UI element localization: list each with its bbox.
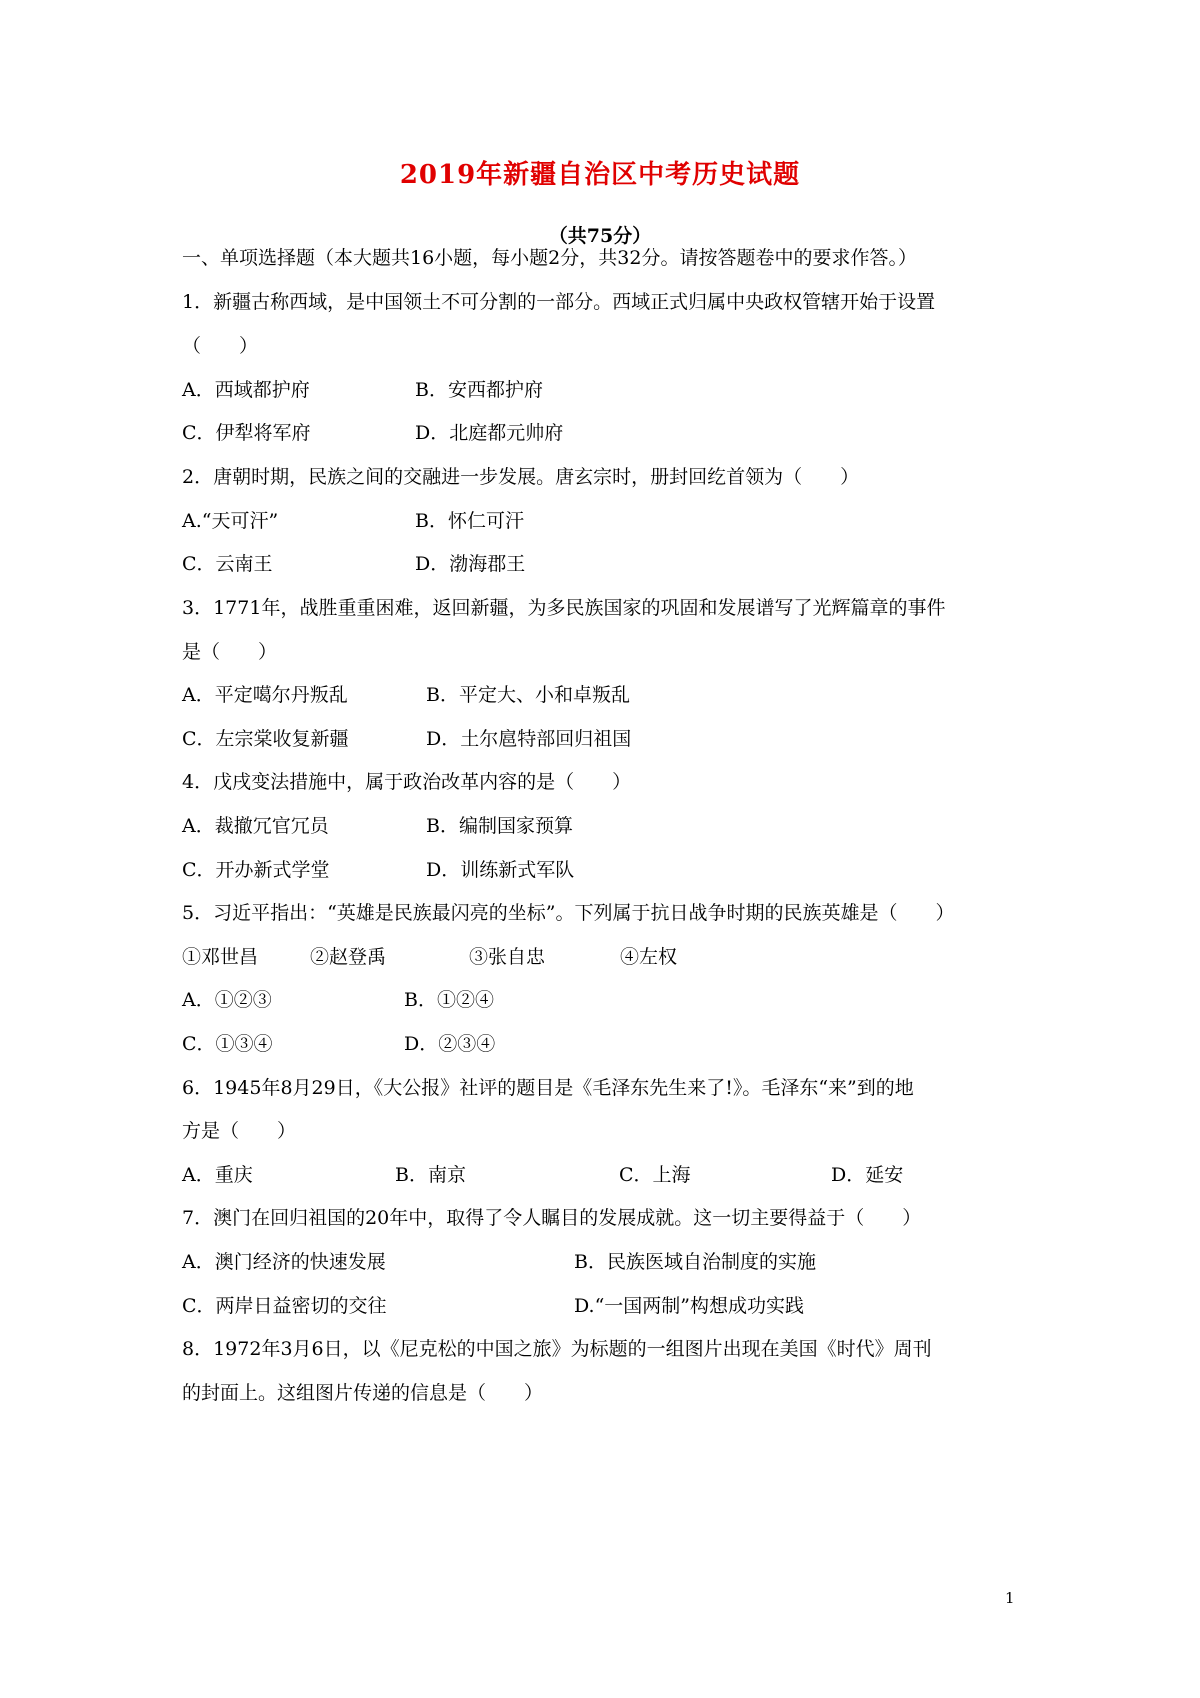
question-stem: 1．新疆古称西域，是中国领土不可分割的一部分。西域正式归属中央政权管辖开始于设置	[182, 291, 936, 313]
list-item: ②赵登禹	[310, 946, 387, 968]
question-stem: 8．1972年3月6日，以《尼克松的中国之旅》为标题的一组图片出现在美国《时代》周刊	[182, 1338, 932, 1360]
option-d: D.“一国两制”构想成功实践	[574, 1295, 805, 1317]
option-c: C．伊犁将军府	[182, 422, 311, 444]
question-stem: 2．唐朝时期，民族之间的交融进一步发展。唐玄宗时，册封回纥首领为（ ）	[182, 466, 860, 488]
page-title: 2019年新疆自治区中考历史试题	[399, 160, 801, 190]
question-stem: 4．戊戌变法措施中，属于政治改革内容的是（ ）	[182, 771, 632, 793]
option-c: C．①③④	[182, 1033, 273, 1055]
option-b: B．民族医域自治制度的实施	[574, 1251, 816, 1273]
option-b: B．南京	[395, 1164, 466, 1186]
option-d: D．渤海郡王	[415, 553, 526, 575]
option-d: D．延安	[831, 1164, 904, 1186]
option-c: C．上海	[619, 1164, 691, 1186]
option-b: B．安西都护府	[415, 379, 543, 401]
option-c: C．两岸日益密切的交往	[182, 1295, 387, 1317]
option-a: A．澳门经济的快速发展	[182, 1251, 386, 1273]
option-c: C．左宗棠收复新疆	[182, 728, 349, 750]
list-item: ④左权	[620, 946, 678, 968]
option-c: C．开办新式学堂	[182, 859, 330, 881]
list-item: ①邓世昌	[182, 946, 259, 968]
question-stem: 方是（ ）	[182, 1120, 297, 1142]
option-b: B．平定大、小和卓叛乱	[426, 684, 630, 706]
question-stem: 6．1945年8月29日，《大公报》社评的题目是《毛泽东先生来了!》。毛泽东“来”到的地	[182, 1077, 914, 1099]
question-stem: （ ）	[182, 335, 259, 357]
option-c: C．云南王	[182, 553, 273, 575]
option-d: D．土尔扈特部回归祖国	[426, 728, 632, 750]
option-a: A.“天可汗”	[182, 510, 279, 532]
option-a: A．平定噶尔丹叛乱	[182, 684, 348, 706]
question-stem: 是（ ）	[182, 641, 278, 663]
option-a: A．裁撤冗官冗员	[182, 815, 329, 837]
option-a: A．①②③	[182, 989, 272, 1011]
score-total: （共75分）	[548, 225, 652, 247]
option-a: A．重庆	[182, 1164, 253, 1186]
question-stem: 3．1771年，战胜重重困难，返回新疆，为多民族国家的巩固和发展谱写了光辉篇章的事件	[182, 597, 946, 619]
option-b: B．编制国家预算	[426, 815, 573, 837]
page-number: 1	[1005, 1589, 1015, 1607]
option-d: D．②③④	[404, 1033, 496, 1055]
option-d: D．训练新式军队	[426, 859, 575, 881]
question-stem: 的封面上。这组图片传递的信息是（ ）	[182, 1382, 544, 1404]
option-d: D．北庭都元帅府	[415, 422, 564, 444]
option-b: B．怀仁可汗	[415, 510, 524, 532]
list-item: ③张自忠	[469, 946, 546, 968]
option-b: B．①②④	[404, 989, 494, 1011]
question-stem: 7．澳门在回归祖国的20年中，取得了令人瞩目的发展成就。这一切主要得益于（ ）	[182, 1207, 922, 1229]
option-a: A．西域都护府	[182, 379, 310, 401]
question-stem: 5．习近平指出：“英雄是民族最闪亮的坐标”。下列属于抗日战争时期的民族英雄是（ ）	[182, 902, 955, 924]
section-heading: 一、单项选择题（本大题共16小题，每小题2分，共32分。请按答题卷中的要求作答。）	[182, 247, 917, 269]
